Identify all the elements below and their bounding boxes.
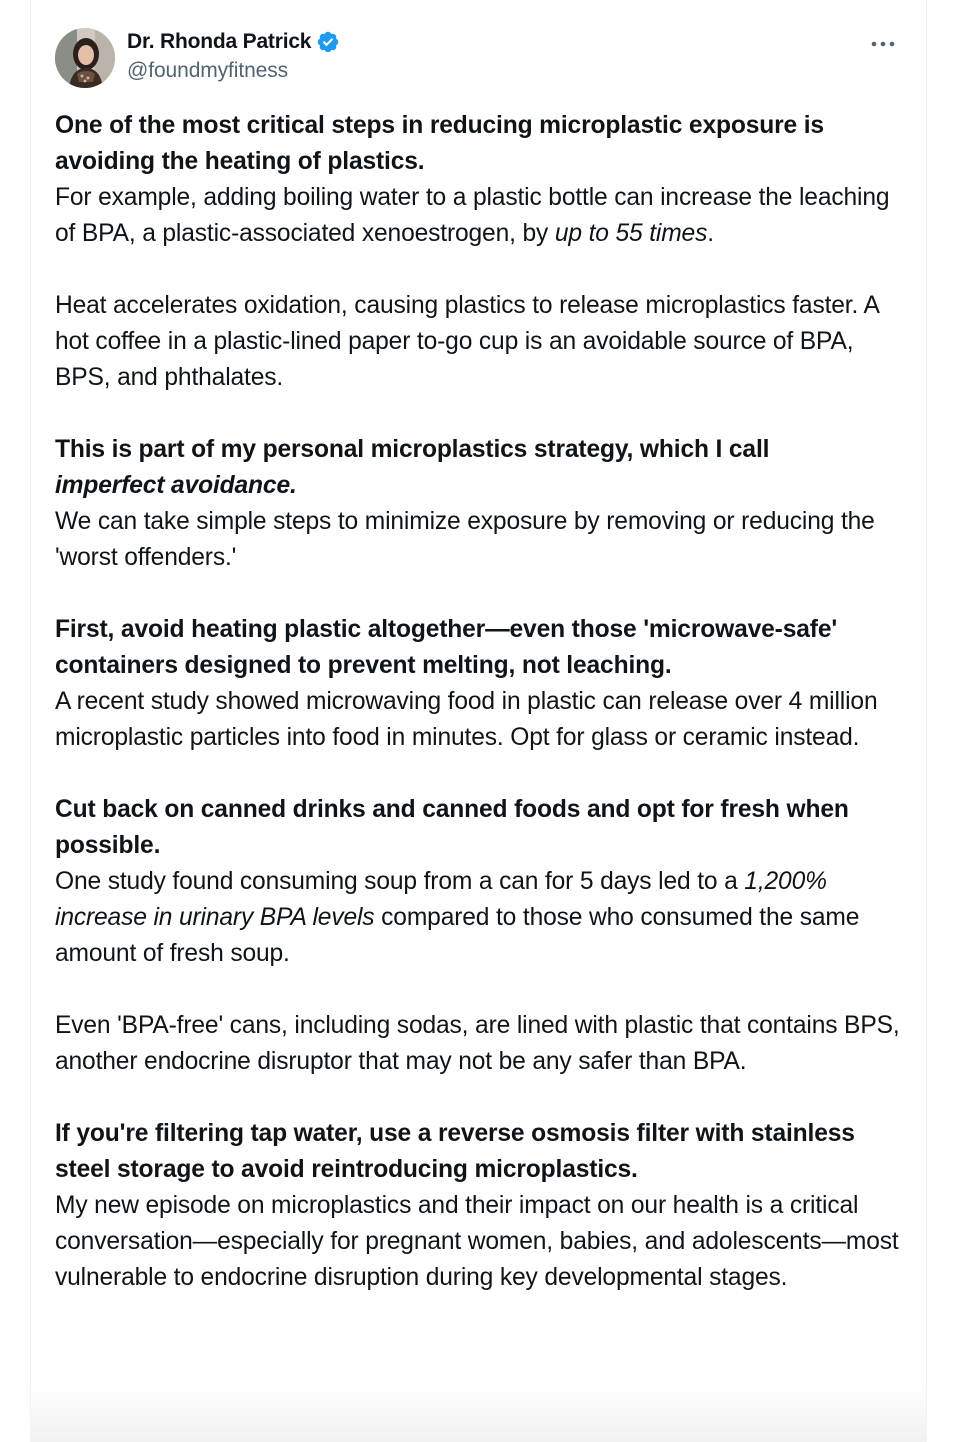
paragraph-text: My new episode on microplastics and their impact on our health is a critical conversation—especially for pregnant women, babies, and adolescents—most vulnerable to endocrine disruption during key developmental stages. [55, 1192, 899, 1291]
paragraph-bold-italic: imperfect avoidance. [55, 472, 297, 499]
tweet-header [55, 28, 902, 92]
display-name[interactable]: Dr. Rhonda Patrick [127, 30, 312, 53]
paragraph-text: We can take simple steps to minimize exposure by removing or reducing the 'worst offenders.' [55, 508, 875, 571]
author-names [127, 28, 340, 83]
paragraph-bold: This is part of my personal microplastics strategy, which I call [55, 436, 770, 463]
avatar-photo [55, 28, 115, 88]
paragraph-bold: One of the most critical steps in reducing microplastic exposure is avoiding the heating of plastics. [55, 112, 824, 175]
paragraph-text: A recent study showed microwaving food in plastic can release over 4 million microplastic particles into food in minutes. Opt for glass or ceramic instead. [55, 688, 878, 751]
paragraph-text-end: compared to those who consumed the same amount of fresh soup. [55, 904, 860, 967]
paragraph-text: For example, adding boiling water to a plastic bottle can increase the leaching of BPA, a plastic-associated xenoestrogen, by [55, 184, 890, 247]
tweet-card [30, 0, 927, 1442]
paragraph-italic: up to 55 times [554, 220, 708, 247]
paragraph-italic: 1,200% increase in urinary BPA levels [55, 868, 827, 931]
tweet-paragraph-7 [55, 1116, 915, 1296]
tweet-paragraph-5 [55, 792, 915, 972]
paragraph-text: Even 'BPA-free' cans, including sodas, are lined with plastic that contains BPS, another endocrine disruptor that may not be any safer than BPA. [55, 1012, 900, 1075]
tweet-paragraph-1 [55, 108, 915, 252]
tweet-text [55, 108, 915, 1296]
tweet-paragraph-6 [55, 1008, 915, 1080]
bottom-fade [31, 1382, 926, 1442]
paragraph-bold: First, avoid heating plastic altogether—even those 'microwave-safe' containers designed to prevent melting, not leaching. [55, 616, 838, 679]
paragraph-text: Heat accelerates oxidation, causing plastics to release microplastics faster. A hot coffee in a plastic-lined paper to-go cup is an avoidable source of BPA, BPS, and phthalates. [55, 292, 879, 391]
paragraph-text: One study found consuming soup from a can for 5 days led to a [55, 868, 745, 895]
user-handle[interactable]: @foundmyfitness [127, 59, 289, 82]
tweet-paragraph-3 [55, 432, 915, 576]
tweet-paragraph-4 [55, 612, 915, 756]
more-dots-icon[interactable] [866, 32, 900, 56]
paragraph-text-end: . [707, 220, 714, 247]
avatar[interactable] [55, 28, 115, 88]
paragraph-bold: If you're filtering tap water, use a reverse osmosis filter with stainless steel storage to avoid reintroducing microplastics. [55, 1120, 855, 1183]
display-name-row [127, 28, 340, 56]
paragraph-bold: Cut back on canned drinks and canned foods and opt for fresh when possible. [55, 796, 849, 859]
tweet-paragraph-2 [55, 288, 915, 396]
verified-badge-icon[interactable] [316, 30, 340, 54]
